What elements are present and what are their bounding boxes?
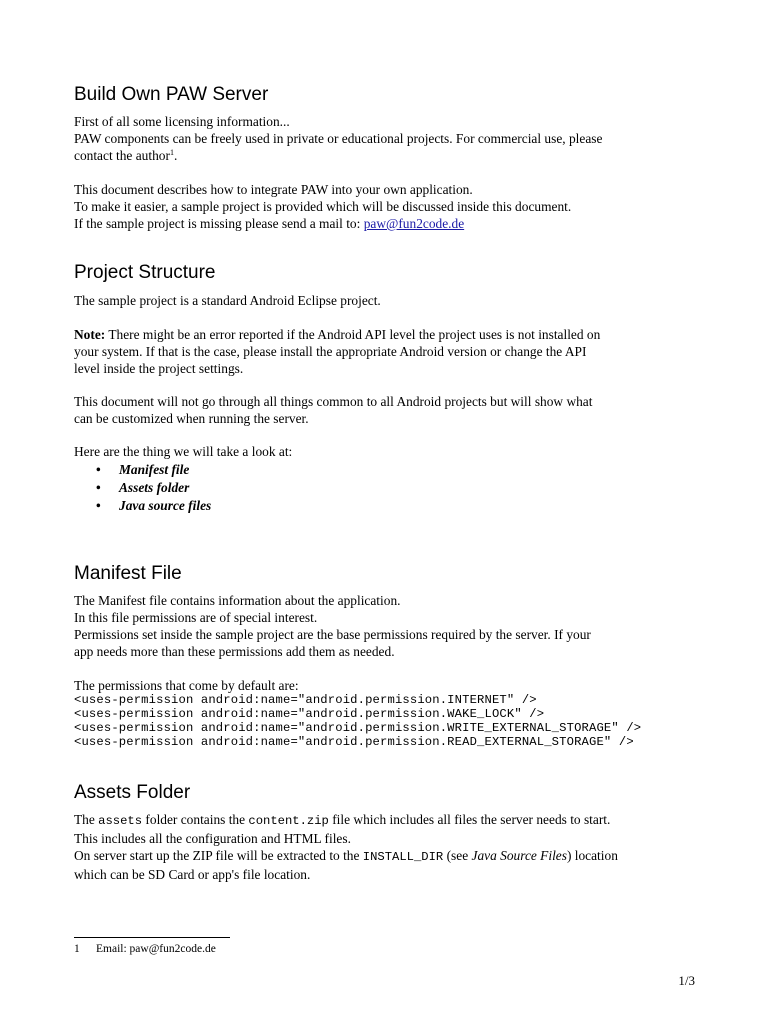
text-line bbox=[74, 147, 714, 164]
heading-assets-folder: Assets Folder bbox=[74, 782, 191, 803]
text-fragment: On server start up the ZIP file will be extracted to the bbox=[74, 848, 363, 863]
email-link[interactable]: paw@fun2code.de bbox=[363, 216, 465, 231]
text-line: First of all some licensing information... bbox=[74, 114, 290, 129]
manifest-paragraph bbox=[74, 592, 714, 660]
text-line: The Manifest file contains information about the application. bbox=[74, 593, 401, 608]
inline-code: content.zip bbox=[248, 814, 329, 828]
text-line: can be customized when running the server. bbox=[74, 411, 309, 426]
text-line: PAW components can be freely used in private or educational projects. For commercial use, please bbox=[74, 131, 603, 146]
page-number: 1/3 bbox=[678, 973, 695, 988]
note-label: Note: bbox=[74, 327, 106, 342]
text-line: In this file permissions are of special interest. bbox=[74, 610, 318, 625]
topics-list-container bbox=[74, 461, 714, 515]
text-line bbox=[74, 326, 714, 343]
text-line: This document describes how to integrate PAW into your own application. bbox=[74, 182, 473, 197]
text-line: app needs more than these permissions add them as needed. bbox=[74, 644, 395, 659]
list-item-label: Assets folder bbox=[119, 480, 190, 495]
text-line: your system. If that is the case, please install the appropriate Android version or change the API bbox=[74, 344, 587, 359]
text-line bbox=[74, 847, 714, 866]
text-fragment: contact the author bbox=[74, 148, 170, 163]
bullet-icon: • bbox=[96, 498, 101, 513]
footnote-reference[interactable]: 1 bbox=[169, 148, 174, 157]
footnote-text: Email: paw@fun2code.de bbox=[96, 943, 216, 955]
text-line: This document will not go through all things common to all Android projects but will show what bbox=[74, 394, 593, 409]
heading-project-structure: Project Structure bbox=[74, 262, 216, 283]
text-fragment: folder contains the bbox=[142, 812, 249, 827]
text-fragment: file which includes all files the server needs to start. bbox=[328, 812, 611, 827]
structure-paragraph bbox=[74, 292, 714, 309]
topics-intro bbox=[74, 443, 714, 460]
code-line: <uses-permission android:name="android.permission.WRITE_EXTERNAL_STORAGE" /> bbox=[74, 721, 642, 735]
permissions-intro bbox=[74, 677, 714, 694]
text-line: The permissions that come by default are: bbox=[74, 678, 299, 693]
intro-paragraph bbox=[74, 181, 714, 232]
assets-paragraph bbox=[74, 811, 714, 883]
list-item-label: Java source files bbox=[119, 498, 212, 513]
text-line: Here are the thing we will take a look at: bbox=[74, 444, 293, 459]
text-fragment: There might be an error reported if the Android API level the project uses is not installed on bbox=[105, 327, 601, 342]
scope-paragraph bbox=[74, 393, 714, 427]
heading-manifest-file: Manifest File bbox=[74, 563, 182, 584]
licensing-paragraph bbox=[74, 113, 714, 164]
footnote bbox=[74, 942, 216, 956]
text-line: This includes all the configuration and HTML files. bbox=[74, 831, 351, 846]
code-line: <uses-permission android:name="android.permission.WAKE_LOCK" /> bbox=[74, 707, 545, 721]
text-line: level inside the project settings. bbox=[74, 361, 244, 376]
list-item-label: Manifest file bbox=[119, 462, 190, 477]
text-fragment: ) location bbox=[566, 848, 618, 863]
text-fragment: The bbox=[74, 812, 99, 827]
text-line bbox=[74, 215, 714, 232]
text-fragment: . bbox=[173, 148, 178, 163]
inline-code: INSTALL_DIR bbox=[362, 850, 444, 864]
list-item bbox=[74, 497, 714, 515]
footnote-number: 1 bbox=[74, 943, 80, 955]
code-line: <uses-permission android:name="android.permission.INTERNET" /> bbox=[74, 693, 537, 707]
bullet-icon: • bbox=[96, 462, 101, 477]
code-line: <uses-permission android:name="android.permission.READ_EXTERNAL_STORAGE" /> bbox=[74, 735, 634, 749]
cross-reference: Java Source Files bbox=[471, 848, 567, 863]
text-line bbox=[74, 811, 714, 830]
footnote-divider bbox=[74, 937, 230, 938]
list-item bbox=[74, 479, 714, 497]
bullet-icon: • bbox=[96, 480, 101, 495]
heading-build-own-paw-server: Build Own PAW Server bbox=[74, 84, 269, 105]
topics-list bbox=[74, 461, 714, 515]
text-line: To make it easier, a sample project is provided which will be discussed inside this document. bbox=[74, 199, 572, 214]
text-line: which can be SD Card or app's file location. bbox=[74, 867, 311, 882]
list-item bbox=[74, 461, 714, 479]
inline-code: assets bbox=[98, 814, 143, 828]
note-paragraph bbox=[74, 326, 714, 377]
text-fragment: If the sample project is missing please send a mail to: bbox=[74, 216, 364, 231]
text-line: The sample project is a standard Android Eclipse project. bbox=[74, 293, 381, 308]
text-line: Permissions set inside the sample project are the base permissions required by the server. If your bbox=[74, 627, 591, 642]
permissions-code-block bbox=[74, 693, 714, 749]
text-fragment: (see bbox=[443, 848, 472, 863]
